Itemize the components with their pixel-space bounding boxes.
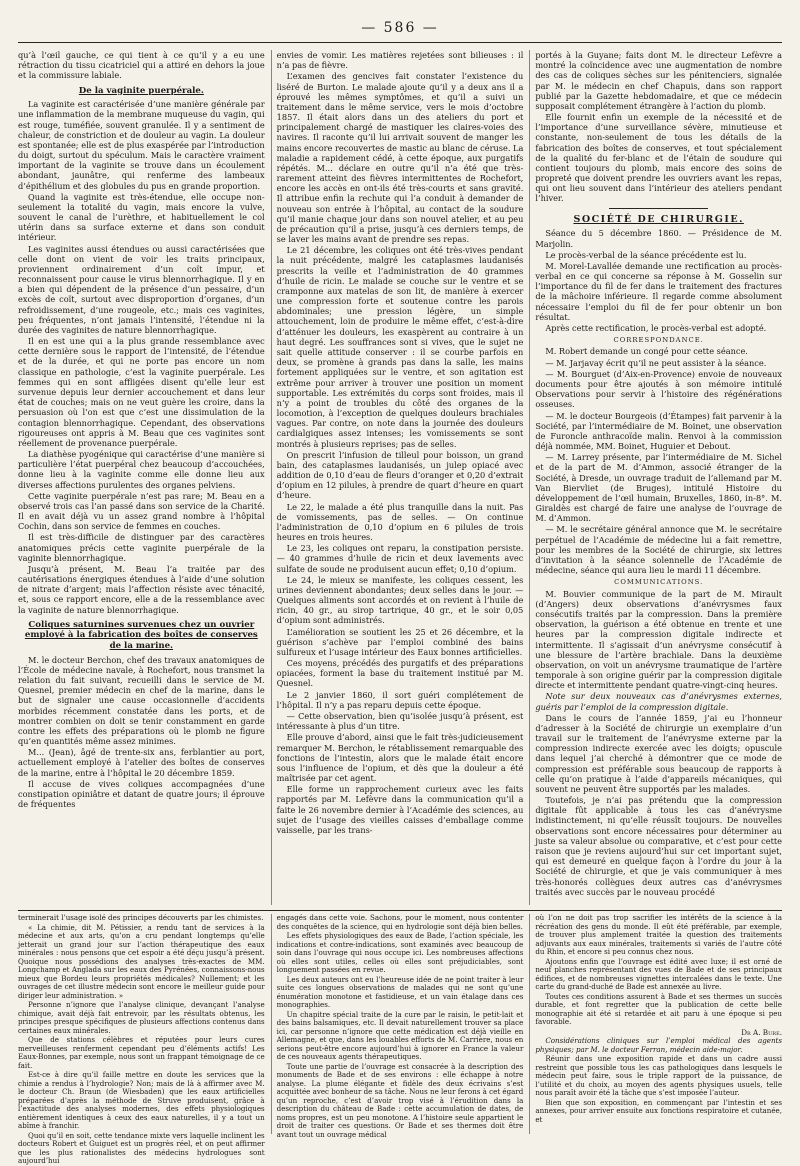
paragraph: envies de vomir. Les matières rejetées sont bilieuses : il n’a pas de fièvre.	[276, 50, 524, 71]
section-heading: Coliques saturnines survenues chez un ouvrier employé à la fabrication des boîtes de conserves de la marine.	[24, 619, 258, 652]
paragraph: M. Bouvier communique de la part de M. Mirault (d’Angers) deux observations d’anévrysmes faux consécutifs traités par la compression. Dans la première observation, la guérison a été obtenue en trente et une heures par la compression digitale indirecte et intermittente. Il s’agissait d’un anévrysme consécutif à une blessure de l’artère brachiale. Dans la deuxième observation, on voit un anévrysme traumatique de l’artère temporale à son origine guérir par la compression digitale directe et intermittente pendant quatre-vingt-cinq heures.	[535, 588, 783, 691]
feuilleton-rule	[18, 910, 782, 911]
paragraph: Les vaginites aussi étendues ou aussi caractérisées que celle dont on vient de voir les traits principaux, proviennent ordinairement d’un coït impur, et reconnaissent pour cause le virus blennorrhagique. Il y en a bien qui dépendent de la présence d’un pessaire, d’un excès de coït, surtout avec disproportion d’organes, d’un refroidissement, d’une rougeole, etc.; mais ces vaginites, peu fréquentes, n’ont jamais l’intensité, l’étendue ni la durée des vaginites de nature blennorrhagique.	[18, 243, 265, 335]
paragraph: Le 21 décembre, les coliques ont été très-vives pendant la nuit précédente, malgré les cataplasmes laudanisés prescrits la veille et l’administration de 40 grammes d’huile de ricin. Le malade se couche sur le ventre et se cramponne aux matelas de son lit, de manière à exercer une compression forte et soutenue contre les parois abdominales; une pression légère, un simple attouchement, loin de produire le même effet, c’est-à-dire d’atténuer les douleurs, les exaspèrent au contraire à un haut degré. Les souffrances sont si vives, que le sujet ne sait quelle attitude conserver : il se courbe parfois en deux, se promène à grands pas dans la salle, les mains fortement appliquées sur le ventre, et son agitation est extrême pour arriver à trouver une position un moment supportable. Les extrémités du corps sont froides, mais il n’y a point de troubles du côté des organes de la locomotion, à l’exception de quelques douleurs brachiales vagues. Par contre, on note dans la journée des douleurs cardialgiques assez intenses; les vomissements se sont montrés à plusieurs reprises; pas de selles.	[276, 245, 524, 449]
column-1	[18, 50, 265, 905]
session-line: Séance du 5 décembre 1860. — Présidence de M. Marjolin.	[535, 228, 783, 249]
paragraph: Le 24, le mieux se manifeste, les coliques cessent, les urines deviennent abondantes; deux selles dans le jour. — Quelques aliments sont accordés et on revient à l’huile de ricin, 40 gr., au sirop tartrique, 40 gr., et le soir 0,05 d’opium sont administrés.	[276, 574, 524, 626]
section-heading: De la vaginite puerpérale.	[78, 85, 204, 96]
paragraph: Bien que son exposition, en commençant par l’intestin et ses annexes, pour arriver ensuite aux fonctions respiratoire et cutanée, et	[535, 1097, 783, 1124]
paragraph: portés à la Guyane; faits dont M. le directeur Lefèvre a montré la coïncidence avec une augmentation de nombre des cas de coliques sèches sur les pénitenciers, signalée par M. le médecin en chef Chapuis, dans son rapport publié par la Gazette hebdomadaire, et que ce médecin supposait complétement étrangère à l’action du plomb.	[535, 50, 783, 111]
paragraph: Il accuse de vives coliques accompagnées d’une constipation opiniâtre et datant de quatre jours; il éprouve de fréquentes	[18, 778, 265, 810]
paragraph: Après cette rectification, le procès-verbal est adopté.	[545, 322, 767, 333]
bottom-column-3	[535, 914, 782, 1134]
paragraph: Que de stations célèbres et réputées pour leurs cures merveilleuses renferment cependant peu d’éléments actifs! Les Eaux-Bonnes, par exemple, nous sont un frappant témoignage de ce fait.	[18, 1035, 265, 1070]
paragraph: M. le docteur Berchon, chef des travaux anatomiques de l’École de médecine navale, à Rochefort, nous transmet la relation du fait suivant, recueilli dans le service de M. Quesnel, premier médecin en chef de la marine, dans le but de signaler une cause occasionnelle d’accidents morbides récemment constatée dans les ports, et de montrer combien on doit se tenir constamment en garde contre les effets des préparations où le plomb ne figure qu’en quantités même assez minimes.	[18, 654, 265, 747]
paragraph: Cette vaginite puerpérale n’est pas rare; M. Beau en a observé trois cas l’an passé dans son service de la Charité. Il en avait déjà vu un assez grand nombre à l’hôpital Cochin, dans son service de femmes en couches.	[18, 490, 265, 532]
paragraph: Elle fournit enfin un exemple de la nécessité et de l’importance d’une surveillance sévère, minutieuse et constante, non-seulement de tous les détails de la fabrication des boîtes de conserves, et tout spécialement de la qualité du fer-blanc et de l’étain de soudure qui contient toujours du plomb, mais encore des soins de propreté que doivent prendre les ouvriers avant les repas, qui ont lieu souvent dans l’intérieur des ateliers pendant l’hiver.	[535, 112, 783, 204]
subheading-communications: COMMUNICATIONS.	[614, 578, 704, 587]
column-3	[535, 50, 782, 905]
paragraph: Quand la vaginite est très-étendue, elle occupe non-seulement la totalité du vagin, mais encore la vulve, souvent le canal de l’urèthre, et habituellement le col utérin dans sa surface externe et dans son conduit intérieur.	[18, 191, 265, 243]
paragraph: — M. Bourguet (d’Aix-en-Provence) envoie de nouveaux documents pour être ajoutés à son mémoire intitulé Observations pour servir à l’histoire des régénérations osseuses.	[535, 368, 783, 410]
paragraph: Est-ce à dire qu’il faille mettre en doute les services que la chimie a rendus à l’hydrologie? Non; mais de là à affirmer avec M. le docteur Ch. Braun (de Wiesbaden) que les eaux artificielles préparées d’après la méthode de Struve produisent, grâce à l’exactitude des analyses modernes, des effets physiologiques entièrement identiques à ceux des eaux naturelles, il y a tout un abîme à franchir.	[18, 1070, 265, 1130]
paragraph: L’amélioration se soutient les 25 et 26 décembre, et la guérison s’achève par l’emploi combiné des bains sulfureux et l’usage intérieur des Eaux bonnes artificielles.	[276, 626, 524, 657]
paragraph: M... (Jean), âgé de trente-six ans, ferblantier au port, actuellement employé à l’atelier des boîtes de conserves de la marine, entre à l’hôpital le 20 décembre 1859.	[18, 747, 265, 778]
paragraph: Les effets physiologiques des eaux de Bade, l’action spéciale, les indications et contre-indications, sont examinés avec beaucoup de soin dans l’ouvrage qui nous occupe ici. Les nombreuses affections où elles sont utiles, celles où elles sont préjudiciables, sont longuement passées en revue.	[276, 931, 524, 974]
paragraph: Elle prouve d’abord, ainsi que le fait très-judicieusement remarquer M. Berchon, le rétablissement remarquable des fonctions de l’intestin, alors que le malade était encore sous l’influence de l’opium, et dès que la douleur a été maîtrisée par cet agent.	[276, 732, 524, 784]
paragraph: où l’on ne doit pas trop sacrifier les intérêts de la science à la récréation des gens du monde. Il eût été préférable, par exemple, de trouver plus amplement traitée la question des traitements adjuvants aux eaux minérales, traitements si variés de l’autre côté du Rhin, et encore si peu connus chez nous.	[535, 913, 783, 956]
paragraph: On prescrit l’infusion de tilleul pour boisson, un grand bain, des cataplasmes laudanisés, un julep opiacé avec addition de 0,10 d’eau de fleurs d’oranger et 0,20 d’extrait d’opium en 12 pilules, à prendre de quart d’heure en quart d’heure.	[276, 449, 524, 501]
paragraph: engagés dans cette voie. Sachons, pour le moment, nous contenter des conquêtes de la science, qui en hydrologie sont déjà bien belles.	[276, 913, 524, 931]
paragraph: Il est très-difficile de distinguer par des caractères anatomiques précis cette vaginite puerpérale de la vaginite blennorrhagique.	[18, 532, 265, 563]
main-columns	[18, 50, 782, 905]
paragraph: Le 22, le malade a été plus tranquille dans la nuit. Pas de vomissements, pas de selles. — On continue l’administration de 0,10 d’opium en 6 pilules de trois heures en trois heures.	[276, 501, 524, 543]
bottom-column-2	[276, 913, 524, 1139]
paragraph: Les deux auteurs ont eu l’heureuse idée de ne point traiter à leur suite ces longues observations de malades qui ne sont qu’une énumération monotone et fastidieuse, et un vain étalage dans ces monographies.	[276, 974, 524, 1009]
society-title: SOCIÉTÉ DE CHIRURGIE.	[573, 213, 744, 225]
paragraph: L’examen des gencives fait constater l’existence du liséré de Burton. Le malade ajoute qu’il y a deux ans il a éprouvé les mêmes symptômes, et qu’il a suivi un traitement dans le même service, vers le mois d’octobre 1857. Il était alors dans un des ateliers du port et principalement chargé de mastiquer les claires-voies des navires. Il raconte qu’il lui arrivait souvent de manger les mains encore recouvertes de mastic au blanc de céruse. La maladie a rapidement cédé, à cette époque, aux purgatifs répétés. M... déclare en outre qu’il n’a été que très-rarement atteint des fièvres intermittentes de Rochefort, encore les accès en ont-ils été très-courts et sans gravité. Il attribue enfin la rechute qui l’a conduit à demander de nouveau son entrée à l’hôpital, au contact de la soudure qu’il manie chaque jour dans son nouvel atelier, et au peu de précaution qu’il a prise, jusqu’à ces derniers temps, de se laver les mains avant de prendre ses repas.	[276, 71, 524, 245]
paragraph: M. Robert demande un congé pour cette séance.	[545, 346, 748, 357]
column-2	[277, 50, 524, 905]
paragraph: La vaginite est caractérisée d’une manière générale par une inflammation de la membrane muqueuse du vagin, qui est rouge, tuméfiée, souvent granulée. Il y a sentiment de chaleur, de constriction et de douleur au vagin. La douleur est spontanée; elle est de plus exaspérée par l’introduction du doigt, surtout du spéculum. Mais le caractère vraiment important de la vaginite se trouve dans un écoulement abondant, jaunâtre, qui renferme des lambeaux d’épithélium et des globules du pus en grande proportion.	[18, 99, 265, 191]
author-signature: Dr A. Bure.	[741, 1027, 783, 1037]
paragraph: Personne n’ignore que l’analyse clinique, devançant l’analyse chimique, avait déjà fait entrevoir, par les résultats obtenus, les principes presque spécifiques de plusieurs affections contenus dans certaines eaux minérales.	[18, 1000, 265, 1035]
paragraph: M. Morel-Lavallée demande une rectification au procès-verbal en ce qui concerne sa réponse à M. Gosselin sur l’importance du fil de fer dans le traitement des fractures de la mâchoire inférieure. Il regarde comme absolument nécessaire l’emploi du fil de fer pour obtenir un bon résultat.	[535, 260, 783, 322]
paragraph: Le 23, les coliques ont reparu, la constipation persiste. — 40 grammes d’huile de ricin et deux lavements avec sulfate de soude ne produisent aucun effet; 0,10 d’opium.	[276, 543, 524, 574]
note-title: Note sur deux nouveaux cas d’anévrysmes externes, guéris par l’emploi de la compression digitale.	[535, 691, 783, 712]
paragraph: Dans le cours de l’année 1859, j’ai eu l’honneur d’adresser à la Société de chirurgie un exemplaire d’un travail sur le traitement de l’anévrysme externe par la compression indirecte exercée avec les doigts; opuscule dans lequel j’ai cherché à démontrer que ce mode de compression est préférable sous beaucoup de rapports à celle qu’on pratique à l’aide d’appareils mécaniques, qui souvent ne peuvent être supportés par les malades.	[535, 712, 783, 794]
paragraph: qu’à l’œil gauche, ce qui tient à ce qu’il y a eu une rétraction du tissu cicatriciel qui a attiré en dehors la joue et la commissure labiale.	[18, 50, 265, 81]
paragraph: terminerait l’usage isolé des principes découverts par les chimistes.	[18, 913, 264, 922]
page-number: — 586 —	[361, 20, 439, 36]
paragraph: La diathèse pyogénique qui caractérise d’une manière si particulière l’état puerpéral chez beaucoup d’accouchées, donne lieu à la vaginite comme elle donne lieu aux diverses affections purulentes des organes pelviens.	[18, 449, 265, 490]
paragraph: Toute une partie de l’ouvrage est consacrée à la description des monuments de Bade et de ses environs : elle échappe à notre analyse. La plume élégante et fidèle des deux écrivains s’est acquittée avec bonheur de sa tâche. Nous ne leur ferons à cet égard qu’un reproche, c’est d’avoir trop visé à l’érudition dans la description du château de Bade : cette accumulation de dates, de noms propres, est un peu monotone. A l’histoire seule appartient le droit de traiter ces questions. Or Bade et ses thermes doit être avant tout un ouvrage médical	[276, 1061, 524, 1139]
paragraph: Elle forme un rapprochement curieux avec les faits rapportés par M. Lefèvre dans la communication qu’il a faite le 26 novembre dernier à l’Académie des sciences, au sujet de l’usage des vieilles caisses d’emballage comme vaisselle, par les trans-	[276, 784, 524, 835]
paragraph: — M. Larrey présente, par l’intermédiaire de M. Sichel et de la part de M. d’Ammon, associé étranger de la Société, à Dresde, un ouvrage traduit de l’allemand par M. Van Biervliet (de Bruges), intitulé Histoire du développement de l’œil humain, Bruxelles, 1860, in-8°. M. Giraldès est chargé de faire une analyse de l’ouvrage de M. d’Ammon.	[535, 452, 783, 524]
paragraph: Quoi qu’il en soit, cette tendance mixte vers laquelle inclinent les docteurs Robert et Guiguet est un progrès réel, et on peut affirmer que les plus rationalistes des médecins hydrologues sont aujourd’hui	[18, 1130, 265, 1165]
separator-rule	[609, 208, 708, 209]
paragraph: Il en est une qui a la plus grande ressemblance avec cette dernière sous le rapport de l’intensité, de l’étendue et de la durée, et qui ne porte pas encore un nom classique en pathologie, c’est la vaginite puerpérale. Les femmes qui en sont affligées disent qu’elle leur est survenue depuis leur dernier accouchement et dans leur état de couches; mais on ne veut guère les croire, dans la persuasion où l’on est que c’est une dissimulation de la contagion blennorrhagique. Cependant, des observations rigoureuses ont appris à M. Beau que ces vaginites sont réellement de provenance puerpérale.	[18, 336, 265, 448]
paragraph: Ces moyens, précédés des purgatifs et des préparations opiacées, forment la base du traitement institué par M. Quesnel.	[276, 658, 524, 689]
subheading-correspondance: CORRESPONDANCE.	[613, 336, 704, 345]
paragraph: Jusqu’à présent, M. Beau l’a traitée par des cautérisations énergiques étendues à l’aide d’une solution de nitrate d’argent; mais l’affection résiste avec ténacité, et, sous ce rapport encore, elle a de la ressemblance avec la vaginite de nature blennorrhagique.	[18, 563, 265, 615]
paragraph: Le 2 janvier 1860, il sort guéri complétement de l’hôpital. Il n’y a pas reparu depuis cette époque.	[276, 689, 524, 710]
paragraph: Réunir dans une exposition rapide et dans un cadre aussi restreint que possible tous les cas pathologiques dans lesquels le médecin peut faire, sous le triple rapport de la puissance, de l’utilité et du choix, au moyen des agents physiques usuels, telle nous paraît avoir été la tâche que s’est imposée l’auteur.	[535, 1054, 783, 1098]
paragraph: — M. le docteur Bourgeois (d’Étampes) fait parvenir à la Société, par l’intermédiaire de M. Boinet, une observation de Furoncle anthracoïde malin. Renvoi à la commission déjà nommée, MM. Boinet, Huguier et Debout.	[535, 410, 783, 452]
review-heading: Considérations cliniques sur l’emploi médical des agents physiques; par M. le docteur Ferran, médecin aide-major.	[535, 1036, 783, 1054]
paragraph: — M. le secrétaire général annonce que M. le secrétaire perpétuel de l’Académie de médecine lui a fait remettre, pour les membres de la Société de chirurgie, six lettres d’invitation à la séance solennelle de l’Académie de médecine, séance qui aura lieu le mardi 11 décembre.	[535, 524, 783, 576]
paragraph: Ajoutons enfin que l’ouvrage est édité avec luxe; il est orné de neuf planches représentant des vues de Bade et de ses principaux édifices, et de nombreuses vignettes intercalées dans le texte. Une carte du grand-duché de Bade est annexée au livre.	[535, 956, 783, 991]
paragraph: — Cette observation, bien qu’isolée jusqu’à présent, est intéressante à plus d’un titre.	[276, 711, 524, 732]
paragraph: Le procès-verbal de la séance précédente est lu.	[545, 249, 747, 260]
paragraph: Un chapitre spécial traite de la cure par le raisin, le petit-lait et des bains balsamiques, etc. Il devait naturellement trouver sa place ici, car personne n’ignore que cette médication est déjà vieille en Allemagne, et que, dans les louables efforts de M. Carrière, nous en serions peut-être encore aujourd’hui à ignorer en France la valeur de ces nouveaux agents thérapeutiques.	[276, 1009, 524, 1061]
paragraph: Toutefois, je n’ai pas prétendu que la compression digitale fût applicable à tous les cas d’anévrysme indistinctement, ni qu’elle réussît toujours. De nouvelles observations sont encore nécessaires pour déterminer au juste sa valeur absolue ou comparative, et c’est pour cette raison que je reviens aujourd’hui sur cet important sujet, qui est demeuré en quelque façon à l’ordre du jour à la Société de chirurgie, et que je vais communiquer à mes très-honorés collègues deux autres cas d’anévrysmes traités avec succès par le nouveau procédé	[535, 795, 783, 897]
bottom-column-1	[18, 913, 265, 1165]
feuilleton-columns	[18, 913, 783, 1165]
paragraph: — M. Jarjavay écrit qu’il ne peut assister à la séance.	[545, 357, 767, 368]
paragraph: « La chimie, dit M. Pétissier, a rendu tant de services à la médecine et aux arts, qu’on a cru pendant longtemps qu’elle jetterait un grand jour sur l’action thérapeutique des eaux minérales : nous pensons que cet espoir a été déçu jusqu’à présent. Quoique nous possédions des analyses très-exactes de MM. Longchamp et Anglada sur les eaux des Pyrénées, connaissons-nous mieux que Bordeu leurs propriétés médicales? Nullement; et les ouvrages de cet illustre médecin sont encore le meilleur guide pour diriger leur administration. »	[18, 922, 265, 1000]
header-rule	[18, 42, 782, 43]
paragraph: Toutes ces conditions assurent à Bade et ses thermes un succès durable, et font regretter que la publication de cette belle monographie ait été si retardée et ait paru à une époque si peu favorable.	[535, 991, 783, 1026]
